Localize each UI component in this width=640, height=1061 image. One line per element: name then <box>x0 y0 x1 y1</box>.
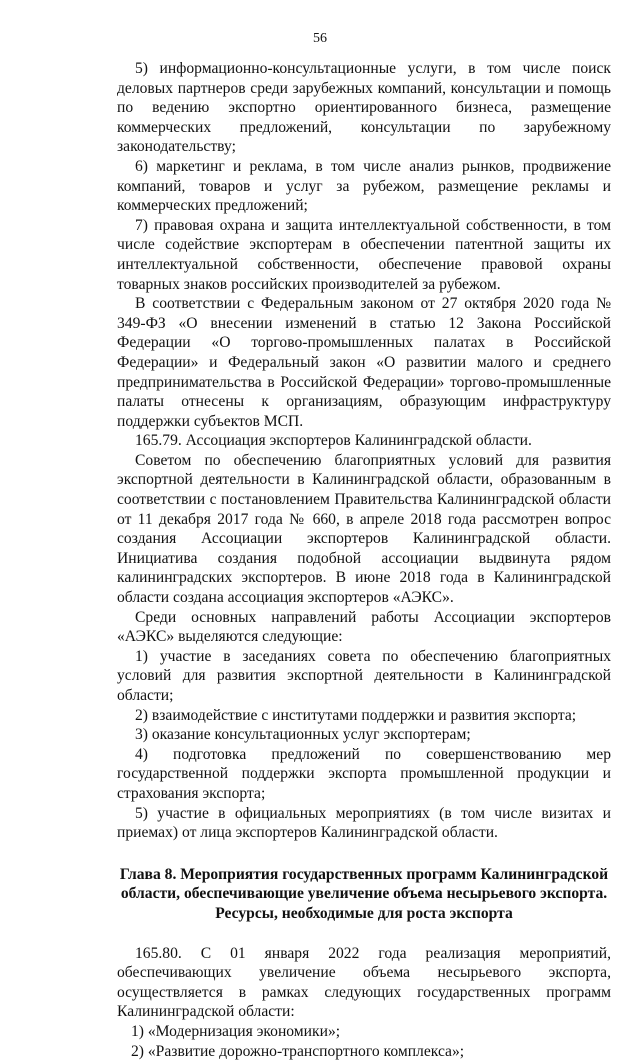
paragraph: Среди основных направлений работы Ассоциации экспортеров «АЭКС» выделяются следующие: <box>117 608 611 647</box>
list-item: 2) «Развитие дорожно-транспортного комплекса»; <box>117 1042 611 1061</box>
document-body <box>117 59 611 1061</box>
list-item: 4) подготовка предложений по совершенствованию мер государственной поддержки экспорта промышленной продукции и страхования экспорта; <box>117 745 611 804</box>
list-item: 3) оказание консультационных услуг экспортерам; <box>117 725 611 745</box>
paragraph: 165.80. С 01 января 2022 года реализация мероприятий, обеспечивающих увеличение объема несырьевого экспорта, осуществляется в рамках следующих государственных программ Калининградской области: <box>117 944 611 1022</box>
list-item: 1) участие в заседаниях совета по обеспечению благоприятных условий для развития экспортной деятельности в Калининградской области; <box>117 647 611 706</box>
chapter-title <box>117 865 611 924</box>
list-item: 1) «Модернизация экономики»; <box>117 1022 611 1042</box>
list-item: 5) информационно-консультационные услуги, в том числе поиск деловых партнеров среди зарубежных компаний, консультации и помощь по ведению экспортно ориентированного бизнеса, размещение коммерческих предложений, консультации по зарубежному законодательству; <box>117 59 611 157</box>
list-item: 6) маркетинг и реклама, в том числе анализ рынков, продвижение компаний, товаров и услуг за рубежом, размещение рекламы и коммерческих предложений; <box>117 157 611 216</box>
list-item: 2) взаимодействие с институтами поддержки и развития экспорта; <box>117 706 611 726</box>
section-heading: 165.79. Ассоциация экспортеров Калининградской области. <box>117 431 611 451</box>
paragraph: Советом по обеспечению благоприятных условий для развития экспортной деятельности в Калининградской области, образованным в соответствии с постановлением Правительства Калининградской области от 11 декабря 2017 года № 660, в апреле 2018 года рассмотрен вопрос создания Ассоциации экспортеров Калининградской области. Инициатива создания подобной ассоциации выдвинута рядом калининградских экспортеров. В июне 2018 года в Калининградской области создана ассоциация экспортеров «АЭКС». <box>117 451 611 608</box>
chapter-title-line: области, обеспечивающие увеличение объема несырьевого экспорта. <box>117 884 611 904</box>
chapter-title-line: Ресурсы, необходимые для роста экспорта <box>117 904 611 924</box>
page-number: 56 <box>0 29 640 49</box>
paragraph: В соответствии с Федеральным законом от 27 октября 2020 года № 349-ФЗ «О внесении изменений в статью 12 Закона Российской Федерации «О торгово-промышленных палатах в Российской Федерации» и Федеральный закон «О развитии малого и среднего предпринимательства в Российской Федерации» торгово-промышленные палаты отнесены к организациям, образующим инфраструктуру поддержки субъектов МСП. <box>117 294 611 431</box>
chapter-title-line: Глава 8. Мероприятия государственных программ Калининградской <box>117 865 611 885</box>
list-item: 7) правовая охрана и защита интеллектуальной собственности, в том числе содействие экспортерам в обеспечении патентной защиты их интеллектуальной собственности, обеспечение правовой охраны товарных знаков российских производителей за рубежом. <box>117 216 611 294</box>
list-item: 5) участие в официальных мероприятиях (в том числе визитах и приемах) от лица экспортеров Калининградской области. <box>117 804 611 843</box>
